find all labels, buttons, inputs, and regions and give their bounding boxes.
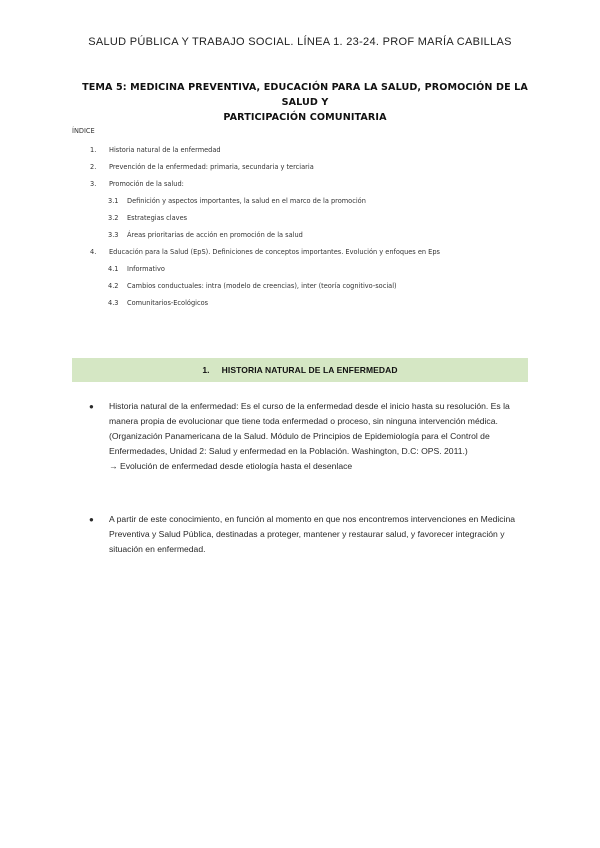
toc-item-number: 4.1 [108,265,119,273]
section-title: HISTORIA NATURAL DE LA ENFERMEDAD [221,365,398,375]
toc-heading: ÍNDICE [72,127,95,135]
table-of-contents [72,127,542,312]
bullet-dot-icon: ● [89,402,94,411]
toc-subitem [72,227,542,244]
toc-item-number: 3.2 [108,214,119,222]
title-line-1: TEMA 5: MEDICINA PREVENTIVA, EDUCACIÓN PARA LA SALUD, PROMOCIÓN DE LA SALUD Y [82,82,528,108]
toc-item-number: 2. [90,163,97,171]
toc-item-label: Informativo [127,265,165,273]
toc-item-label: Definición y aspectos importantes, la salud en el marco de la promoción [127,197,366,205]
toc-item [72,244,542,261]
toc-item [72,176,542,193]
toc-item-number: 4. [90,248,97,256]
toc-item-number: 4.3 [108,299,119,307]
toc-item-label: Comunitarios-Ecológicos [127,299,209,307]
section-heading-bar [72,358,528,382]
toc-item-label: Áreas prioritarias de acción en promoción de la salud [127,231,303,239]
bullet-arrow-text: → Evolución de enfermedad desde etiología hasta el desenlace [109,461,353,471]
page-header: SALUD PÚBLICA Y TRABAJO SOCIAL. LÍNEA 1. 23-24. PROF MARÍA CABILLAS [88,36,512,48]
section-number: 1. [202,365,210,375]
toc-item-label: Promoción de la salud: [109,180,184,188]
toc-item-label: Educación para la Salud (EpS). Definiciones de conceptos importantes. Evolución y enfoques en Eps [109,248,440,256]
toc-subitem [72,261,542,278]
toc-item-label: Historia natural de la enfermedad [109,146,221,154]
toc-subitem [72,210,542,227]
toc-item-number: 3. [90,180,97,188]
toc-subitem [72,193,542,210]
toc-item-label: Estrategias claves [127,214,188,222]
toc-item-number: 3.3 [108,231,119,239]
title-line-2: PARTICIPACIÓN COMUNITARIA [223,112,387,123]
toc-item-label: Cambios conductuales: intra (modelo de creencias), inter (teoría cognitivo-social) [127,282,397,290]
bullet-dot-icon: ● [89,515,94,524]
bullet-paragraph [89,399,529,474]
bullet-text: Historia natural de la enfermedad: Es el curso de la enfermedad desde el inicio hasta su resolución. Es la manera propia de evolucionar que tiene toda enfermedad o proceso, sin ninguna intervención médica. (Organización Panamericana de la Salud. Módulo de Principios de Epidemiología para el Control de Enfermedades, Unidad 2: Salud y enfermedad en la Población. Washington, D.C: OPS. 2011.) [109,401,510,456]
document-title [70,80,540,125]
bullet-text: A partir de este conocimiento, en función al momento en que nos encontremos intervenciones en Medicina Preventiva y Salud Pública, destinadas a proteger, mantener y restaurar salud, y favorecer integración y situación en enfermedad. [109,514,516,554]
toc-subitem [72,278,542,295]
toc-item-label: Prevención de la enfermedad: primaria, secundaria y terciaria [109,163,314,171]
toc-item-number: 4.2 [108,282,119,290]
toc-item [72,159,542,176]
toc-subitem [72,295,542,312]
toc-item [72,142,542,159]
toc-item-number: 1. [90,146,97,154]
bullet-paragraph [89,512,529,557]
toc-item-number: 3.1 [108,197,119,205]
